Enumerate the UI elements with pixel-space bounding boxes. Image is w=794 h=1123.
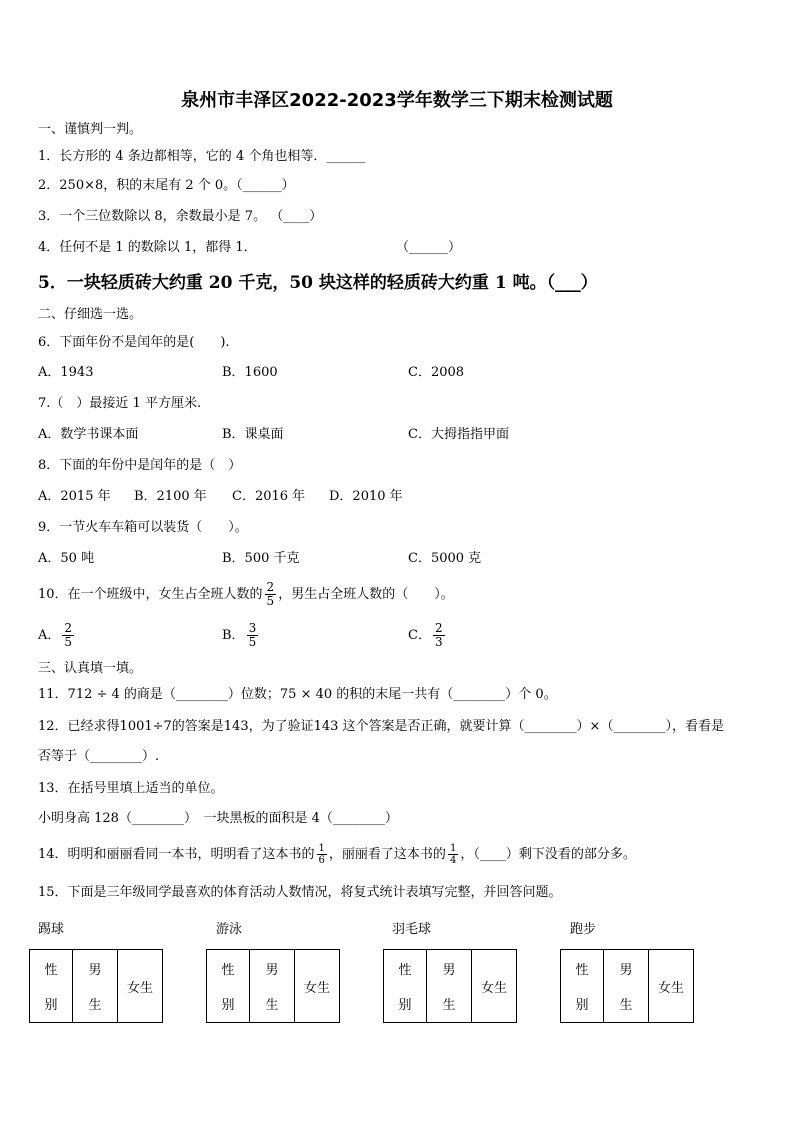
table-label-running: 跑步 <box>570 922 597 937</box>
page-title: 泉州市丰泽区2022-2023学年数学三下期末检测试题 <box>181 90 613 111</box>
cell-text: 别 <box>44 998 58 1013</box>
option-label: C． <box>408 628 431 643</box>
q7-option-c[interactable]: C．大拇指指甲面 <box>408 427 509 442</box>
question-13-line-2: 小明身高 128（________） 一块黑板的面积是 4（________） <box>38 811 398 826</box>
q7-option-b[interactable]: B．课桌面 <box>222 427 284 442</box>
header-cell-boys <box>604 950 649 1023</box>
header-cell-boys <box>250 950 295 1023</box>
fraction-numerator: 1 <box>449 843 457 854</box>
question-14-text-end: ，（____）剩下没看的部分多。 <box>460 847 636 862</box>
fraction-denominator: 6 <box>318 855 325 866</box>
fraction <box>433 622 445 649</box>
question-5: 5．一块轻质砖大约重 20 千克，50 块这样的轻质砖大约重 1 吨。（___） <box>38 273 598 293</box>
fraction-denominator: 5 <box>248 635 257 649</box>
q6-option-b[interactable]: B．1600 <box>222 365 278 380</box>
cell-text: 性 <box>398 963 412 978</box>
cell-text: 男 <box>442 963 456 978</box>
question-4-blank[interactable]: （______） <box>396 240 462 255</box>
cell-text: 男 <box>265 963 279 978</box>
question-11: 11．712 ÷ 4 的商是（________）位数；75 × 40 的积的末尾一共有（________）个 0。 <box>38 687 557 702</box>
cell-text: 别 <box>398 998 412 1013</box>
cell-text: 男 <box>619 963 633 978</box>
option-label: A． <box>38 628 61 643</box>
question-9: 9．一节火车车箱可以装货（ ）。 <box>38 520 248 535</box>
header-cell-gender <box>30 950 73 1023</box>
table-label-badminton: 羽毛球 <box>392 922 432 937</box>
fraction-numerator: 2 <box>64 621 73 635</box>
cell-text: 性 <box>221 963 235 978</box>
header-cell-gender <box>561 950 604 1023</box>
header-cell-boys <box>427 950 472 1023</box>
question-1: 1．长方形的 4 条边都相等，它的 4 个角也相等．______ <box>38 149 366 164</box>
q10-option-a[interactable] <box>38 619 76 653</box>
header-cell-girls: 女生 <box>295 950 340 1023</box>
q9-option-c[interactable]: C．5000 克 <box>408 551 482 566</box>
question-8: 8．下面的年份中是闰年的是（ ） <box>38 458 242 473</box>
fraction-denominator: 5 <box>64 635 73 649</box>
stat-table-badminton <box>383 949 517 1023</box>
q8-option-c[interactable]: C．2016 年 <box>232 489 306 504</box>
cell-text: 性 <box>575 963 589 978</box>
fraction-denominator: 5 <box>266 594 275 608</box>
cell-text: 别 <box>221 998 235 1013</box>
question-13: 13．在括号里填上适当的单位。 <box>38 781 224 796</box>
question-6: 6．下面年份不是闰年的是( ). <box>38 335 230 350</box>
question-10-text-end: ，男生占全班人数的（ ）。 <box>278 587 454 602</box>
question-4: 4．任何不是 1 的数除以 1，都得 1． <box>38 240 257 255</box>
fraction <box>62 622 74 649</box>
option-label: B． <box>222 628 245 643</box>
header-cell-girls: 女生 <box>649 950 694 1023</box>
header-cell-gender <box>384 950 427 1023</box>
cell-text: 男 <box>88 963 102 978</box>
fraction <box>265 581 277 608</box>
cell-text: 生 <box>265 998 279 1013</box>
section-2-heading: 二、仔细选一选。 <box>38 307 143 322</box>
cell-text: 别 <box>575 998 589 1013</box>
fraction-numerator: 2 <box>434 621 443 635</box>
fraction-numerator: 2 <box>266 580 275 594</box>
question-14 <box>38 838 636 872</box>
fraction <box>247 622 259 649</box>
q8-option-b[interactable]: B．2100 年 <box>134 489 207 504</box>
question-2: 2．250×8，积的末尾有 2 个 0。（______） <box>38 178 295 193</box>
question-12-line-1: 12．已经求得1001÷7的答案是143，为了验证143 这个答案是否正确，就要计算（________）×（________），看看是 <box>38 719 724 734</box>
q10-option-b[interactable] <box>222 619 260 653</box>
header-cell-girls: 女生 <box>472 950 517 1023</box>
cell-text: 性 <box>44 963 58 978</box>
fraction-denominator: 3 <box>434 635 443 649</box>
cell-text: 生 <box>442 998 456 1013</box>
question-14-text: 14．明明和丽丽看同一本书，明明看了这本书的 <box>38 847 315 862</box>
fraction-denominator: 4 <box>449 855 457 866</box>
question-7: 7.（ ）最接近 1 平方厘米. <box>38 396 202 411</box>
question-15: 15．下面是三年级同学最喜欢的体育活动人数情况，将复式统计表填写完整，并回答问题。 <box>38 885 562 900</box>
header-cell-boys <box>73 950 118 1023</box>
section-3-heading: 三、认真填一填。 <box>38 661 143 676</box>
q9-option-a[interactable]: A．50 吨 <box>38 551 95 566</box>
q9-option-b[interactable]: B．500 千克 <box>222 551 300 566</box>
stat-table-football <box>29 949 163 1023</box>
q8-option-d[interactable]: D．2010 年 <box>329 489 403 504</box>
section-1-heading: 一、谨慎判一判。 <box>38 122 143 137</box>
header-cell-gender <box>207 950 250 1023</box>
table-label-swimming: 游泳 <box>216 922 243 937</box>
cell-text: 生 <box>88 998 102 1013</box>
cell-text: 生 <box>619 998 633 1013</box>
question-10-text: 10．在一个班级中，女生占全班人数的 <box>38 587 263 602</box>
q6-option-c[interactable]: C．2008 <box>408 365 465 380</box>
fraction <box>317 843 327 866</box>
question-10 <box>38 578 454 612</box>
fraction-numerator: 3 <box>248 621 257 635</box>
q10-option-c[interactable] <box>408 619 447 653</box>
stat-table-running <box>560 949 694 1023</box>
fraction <box>448 843 458 866</box>
q7-option-a[interactable]: A．数学书课本面 <box>38 427 139 442</box>
question-3: 3．一个三位数除以 8，余数最小是 7。 （____） <box>38 209 323 224</box>
question-12-line-2: 否等于（________）. <box>38 749 160 764</box>
q6-option-a[interactable]: A．1943 <box>38 365 94 380</box>
question-14-text-mid: ，丽丽看了这本书的 <box>328 847 446 862</box>
q8-option-a[interactable]: A．2015 年 <box>38 489 111 504</box>
table-label-football: 踢球 <box>38 922 65 937</box>
header-cell-girls: 女生 <box>118 950 163 1023</box>
stat-table-swimming <box>206 949 340 1023</box>
fraction-numerator: 1 <box>318 843 325 854</box>
